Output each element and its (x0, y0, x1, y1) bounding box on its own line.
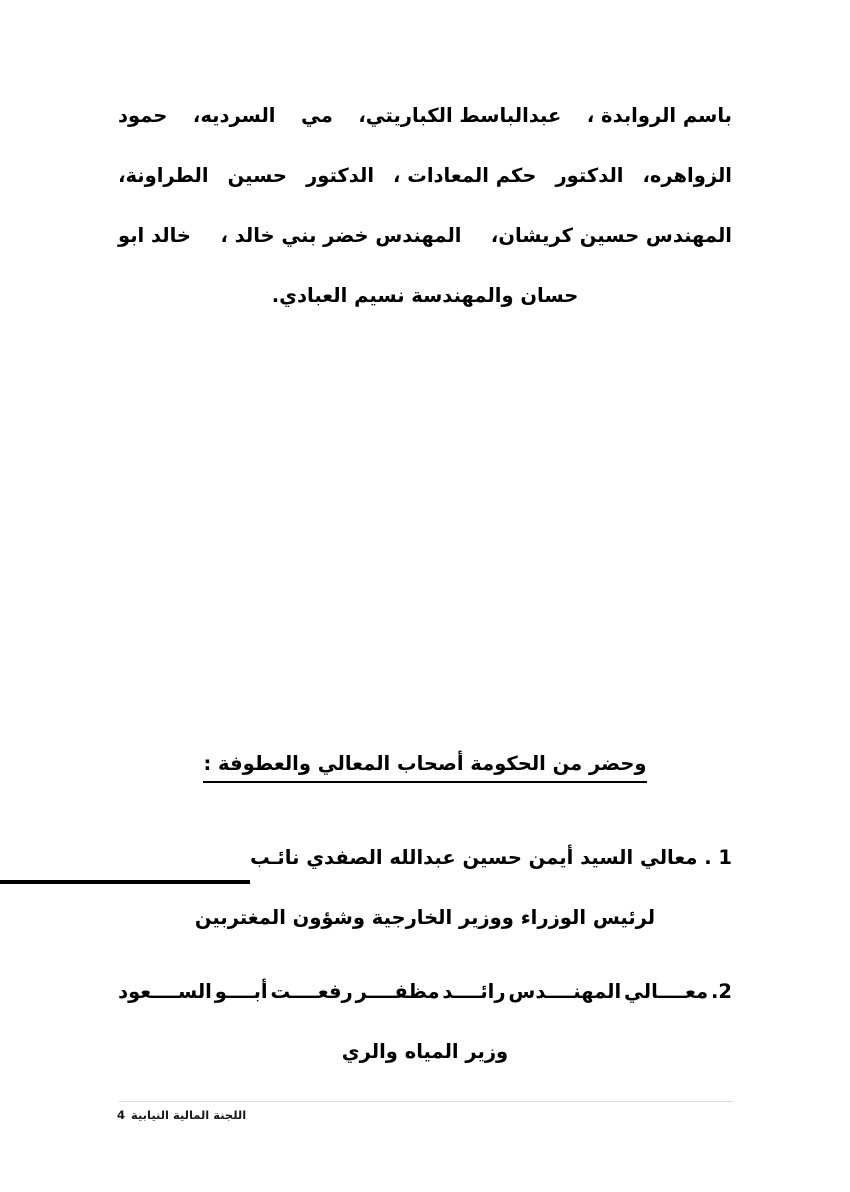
paragraph-line-1-seg-3: السرديه، (192, 104, 276, 127)
government-section-heading (118, 750, 732, 783)
list-item-2-number: 2. (711, 980, 732, 1003)
list-item-1-text: معالي السيد أيمن حسين عبدالله الصفدي نائـب (250, 846, 698, 869)
paragraph-line-2-seg-2: حكم المعادات ، (393, 164, 537, 187)
footer-label: اللجنة المالية النيابية (131, 1108, 247, 1122)
paragraph-line-2-seg-4: حسين (227, 164, 287, 187)
paragraph-line-1-seg-0: باسم الروابدة ، (586, 104, 732, 127)
list-item-1-line-1 (118, 828, 732, 888)
paragraph-line-3 (118, 206, 732, 266)
list-item-2-line-1 (118, 962, 732, 1022)
list-item-2-seg-3: مظفــــر (355, 980, 440, 1003)
list-item-2-seg-4: رفعــــت (270, 980, 353, 1003)
paragraph-line-4: حسان والمهندسة نسيم العبادي. (271, 284, 579, 307)
list-item-2-seg-1: المهنــــدس (508, 980, 622, 1003)
list-item-1-kashida-group (0, 828, 732, 888)
kashida-elongation-icon (0, 880, 250, 884)
paragraph-line-2 (118, 146, 732, 206)
government-attendees-list (118, 828, 732, 1096)
paragraph-line-1-seg-2: مي (301, 104, 333, 127)
list-item-2-line-2: وزير المياه والري (341, 1040, 509, 1063)
paragraph-line-3-seg-2: خالد ابو (118, 224, 191, 247)
attendees-paragraph (118, 86, 732, 326)
paragraph-line-1-seg-4: حمود (118, 104, 168, 127)
paragraph-line-2-seg-3: الدكتور (306, 164, 375, 187)
list-item-2-seg-5: أبــــو (214, 980, 268, 1003)
footer-divider (119, 1101, 733, 1102)
paragraph-line-2-seg-0: الزواهره، (642, 164, 732, 187)
government-section-heading-text: وحضر من الحكومة أصحاب المعالي والعطوفة : (203, 750, 646, 783)
list-item (118, 962, 732, 1082)
page-footer (117, 1108, 733, 1122)
list-item-2-seg-0: معــــالي (624, 980, 709, 1003)
list-item-2-seg-2: رائــــد (442, 980, 506, 1003)
attendees-paragraph-block (118, 86, 732, 326)
paragraph-line-2-seg-1: الدكتور (555, 164, 624, 187)
list-item (118, 828, 732, 948)
paragraph-line-3-seg-0: المهندس حسين كريشان، (490, 224, 732, 247)
list-item-1-line-2: لرئيس الوزراء ووزير الخارجية وشؤون المغتربين (194, 906, 656, 929)
paragraph-line-2-seg-5: الطراونة، (118, 164, 209, 187)
list-item-1-number: 1 . (704, 846, 732, 869)
list-item-2-seg-6: الســــعود (118, 980, 212, 1003)
paragraph-line-1 (118, 86, 732, 146)
paragraph-line-1-seg-1: عبدالباسط الكباريتي، (358, 104, 562, 127)
paragraph-line-3-seg-1: المهندس خضر بني خالد ، (220, 224, 462, 247)
footer-page-number: 4 (117, 1108, 126, 1122)
